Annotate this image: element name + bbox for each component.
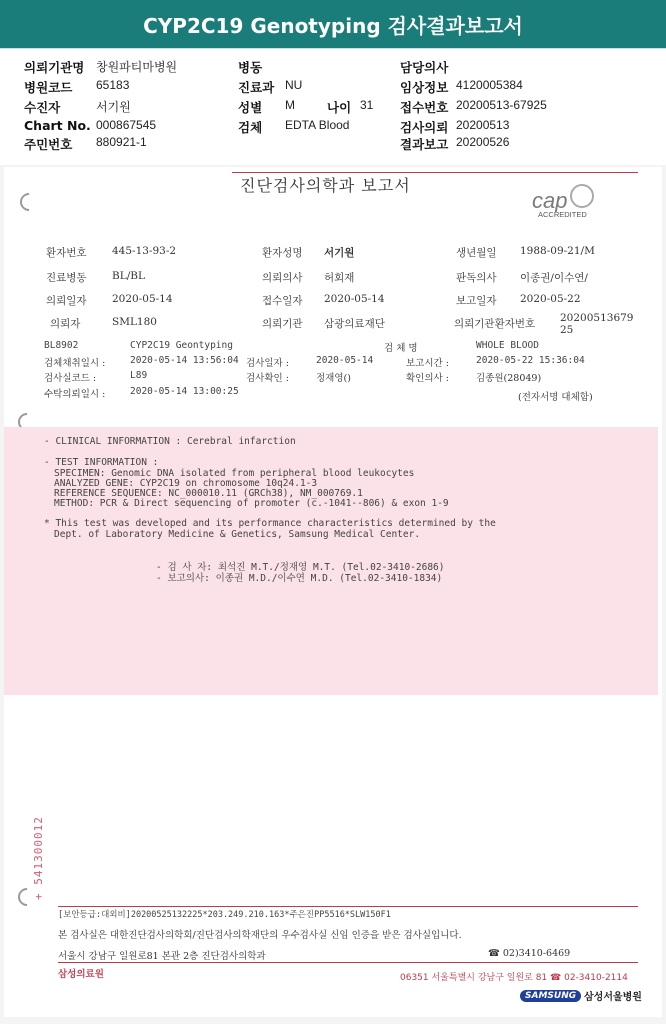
patient-value: 이종권/이수연/ bbox=[520, 272, 588, 284]
samsung-logo: SAMSUNG bbox=[520, 990, 581, 1002]
value-accession-no: 20200513-67925 bbox=[456, 98, 547, 112]
patient-label: 의뢰일자 bbox=[46, 295, 87, 307]
test-info-line: SPECIMEN: Genomic DNA isolated from peripheral blood leukocytes bbox=[54, 468, 415, 479]
label-ward: 병동 bbox=[238, 60, 263, 75]
test-row-label: 확인의사 : bbox=[406, 373, 449, 384]
test-row-value: 김종원(28049) bbox=[476, 373, 542, 384]
disclaimer-line: * This test was developed and its performance characteristics determined by the bbox=[44, 518, 496, 529]
label-report-date: 결과보고 bbox=[400, 137, 449, 152]
test-information-heading: - TEST INFORMATION : bbox=[44, 457, 159, 468]
patient-label: 진료병동 bbox=[46, 272, 87, 284]
footer-rule bbox=[58, 906, 638, 907]
patient-value: 2020-05-14 bbox=[112, 293, 173, 305]
test-row-label: 검사확인 : bbox=[246, 373, 289, 384]
patient-label: 생년월일 bbox=[456, 247, 497, 259]
patient-value: BL/BL bbox=[112, 270, 145, 282]
patient-label: 환자성명 bbox=[262, 247, 303, 259]
hospital-name: 삼성서울병원 bbox=[584, 992, 642, 1003]
patient-value: 445-13-93-2 bbox=[112, 245, 177, 257]
patient-label: 보고일자 bbox=[456, 295, 497, 307]
test-info-line: ANALYZED GENE: CYP2C19 on chromosome 10q24.1-3 bbox=[54, 478, 318, 489]
value-department: NU bbox=[285, 78, 303, 92]
label-sex: 성별 bbox=[238, 100, 263, 115]
test-row-value: 2020-05-22 15:36:04 bbox=[476, 355, 585, 366]
clinical-information: - CLINICAL INFORMATION : Cerebral infarction bbox=[44, 436, 296, 447]
value-age: 31 bbox=[360, 98, 374, 112]
test-row-value: 2020-05-14 bbox=[316, 355, 374, 366]
patient-label: 환자번호 bbox=[46, 247, 87, 259]
report-title: CYP2C19 Genotyping 검사결과보고서 bbox=[143, 13, 523, 38]
label-chart-no: Chart No. bbox=[24, 118, 91, 133]
test-info-line: REFERENCE SEQUENCE: NC_000010.11 (GRCh38), NM_000769.1 bbox=[54, 488, 363, 499]
label-institution: 의뢰기관명 bbox=[24, 60, 85, 75]
certification-note: 본 검사실은 대한진단검사의학회/진단검사의학재단의 우수검사실 신임 인증을 받은 검사실입니다. bbox=[58, 930, 462, 941]
lab-report-title: 진단검사의학과 보고서 bbox=[240, 176, 411, 195]
cap-seal-icon bbox=[570, 184, 594, 208]
patient-value: 허회재 bbox=[324, 272, 355, 284]
hospital-address: 06351 서울특별시 강남구 일원로 81 ☎ 02-3410-2114 bbox=[400, 973, 628, 983]
test-row-value: L89 bbox=[130, 370, 148, 381]
patient-value: SML180 bbox=[112, 316, 157, 328]
label-department: 진료과 bbox=[238, 80, 275, 95]
patient-value: 2020-05-22 bbox=[520, 293, 581, 305]
patient-label: 의뢰의사 bbox=[262, 272, 303, 284]
test-code: BL8902 bbox=[44, 340, 79, 351]
value-chart-no: 000867545 bbox=[96, 118, 157, 132]
esign-note: (전자서명 대체함) bbox=[518, 392, 593, 403]
patient-label: 판독의사 bbox=[456, 272, 497, 284]
patient-value: 2020-05-14 bbox=[324, 293, 385, 305]
label-resident-no: 주민번호 bbox=[24, 137, 73, 152]
barcode-number: + 541300012 bbox=[32, 816, 45, 900]
top-info-panel bbox=[0, 48, 666, 165]
report-title-bar bbox=[0, 0, 666, 48]
value-institution: 창원파티마병원 bbox=[96, 60, 178, 74]
footer-rule bbox=[58, 962, 638, 963]
test-info-line: METHOD: PCR & Direct sequencing of promoter (c.-1041--806) & exon 1-9 bbox=[54, 498, 449, 509]
test-row-value: 2020-05-14 13:00:25 bbox=[130, 386, 239, 397]
security-line: [보안등급:대외비]20200525132225*203.249.210.163*주은진PP5516*SLW150F1 bbox=[58, 910, 391, 920]
cap-logo: cap bbox=[532, 188, 568, 213]
value-clinical-info: 4120005384 bbox=[456, 78, 523, 92]
cap-accredited-label: ACCREDITED bbox=[538, 210, 587, 219]
test-row-label: 검체채취일시 : bbox=[44, 358, 106, 369]
test-name: CYP2C19 Geontyping bbox=[130, 340, 233, 351]
value-sex: M bbox=[285, 98, 295, 112]
value-report-date: 20200526 bbox=[456, 135, 510, 149]
patient-value: 1988-09-21/M bbox=[520, 245, 595, 257]
label-request-date: 검사의뢰 bbox=[400, 120, 449, 135]
test-row-value: 정재영() bbox=[316, 373, 351, 384]
reporter-signature: - 보고의사: 이종권 M.D./이수연 M.D. (Tel.02-3410-1834) bbox=[156, 573, 443, 584]
value-resident-no: 880921-1 bbox=[96, 135, 147, 149]
patient-label: 의뢰자 bbox=[50, 318, 81, 330]
patient-value: 삼광의료재단 bbox=[324, 318, 385, 330]
hospital-group-name: 삼성의료원 bbox=[58, 969, 104, 980]
patient-label: 의뢰기관환자번호 bbox=[454, 318, 536, 330]
value-patient: 서기원 bbox=[96, 100, 131, 114]
tester-signature: - 검 사 자: 최석진 M.T./정재영 M.T. (Tel.02-3410-2686) bbox=[156, 562, 445, 573]
test-row-label: 검사실코드 : bbox=[44, 373, 97, 384]
value-hospital-code: 65183 bbox=[96, 78, 130, 92]
patient-label: 접수일자 bbox=[262, 295, 303, 307]
test-row-label: 검사일자 : bbox=[246, 358, 289, 369]
label-specimen: 검체 bbox=[238, 120, 263, 135]
specimen-value: WHOLE BLOOD bbox=[476, 340, 539, 351]
label-accession-no: 접수번호 bbox=[400, 100, 449, 115]
label-hospital-code: 병원코드 bbox=[24, 80, 73, 95]
specimen-label: 검 체 명 bbox=[384, 343, 418, 354]
test-row-value: 2020-05-14 13:56:04 bbox=[130, 355, 239, 366]
value-specimen: EDTA Blood bbox=[285, 118, 350, 132]
label-patient: 수진자 bbox=[24, 100, 61, 115]
label-age: 나이 bbox=[327, 100, 352, 115]
patient-value: 서기원 bbox=[324, 247, 355, 259]
label-attending-doctor: 담당의사 bbox=[400, 60, 449, 75]
patient-value: 2020051367925 bbox=[560, 312, 634, 336]
lab-address: 서울시 강남구 일원로81 본관 2층 진단검사의학과 bbox=[58, 951, 266, 962]
value-request-date: 20200513 bbox=[456, 118, 510, 132]
test-row-label: 보고시간 : bbox=[406, 358, 449, 369]
patient-label: 의뢰기관 bbox=[262, 318, 303, 330]
lab-phone: ☎ 02)3410-6469 bbox=[488, 948, 571, 959]
label-clinical-info: 임상정보 bbox=[400, 80, 449, 95]
title-rule bbox=[232, 172, 638, 173]
disclaimer-line: Dept. of Laboratory Medicine & Genetics, Samsung Medical Center. bbox=[54, 529, 421, 540]
test-row-label: 수탁의뢰일시 : bbox=[44, 389, 106, 400]
